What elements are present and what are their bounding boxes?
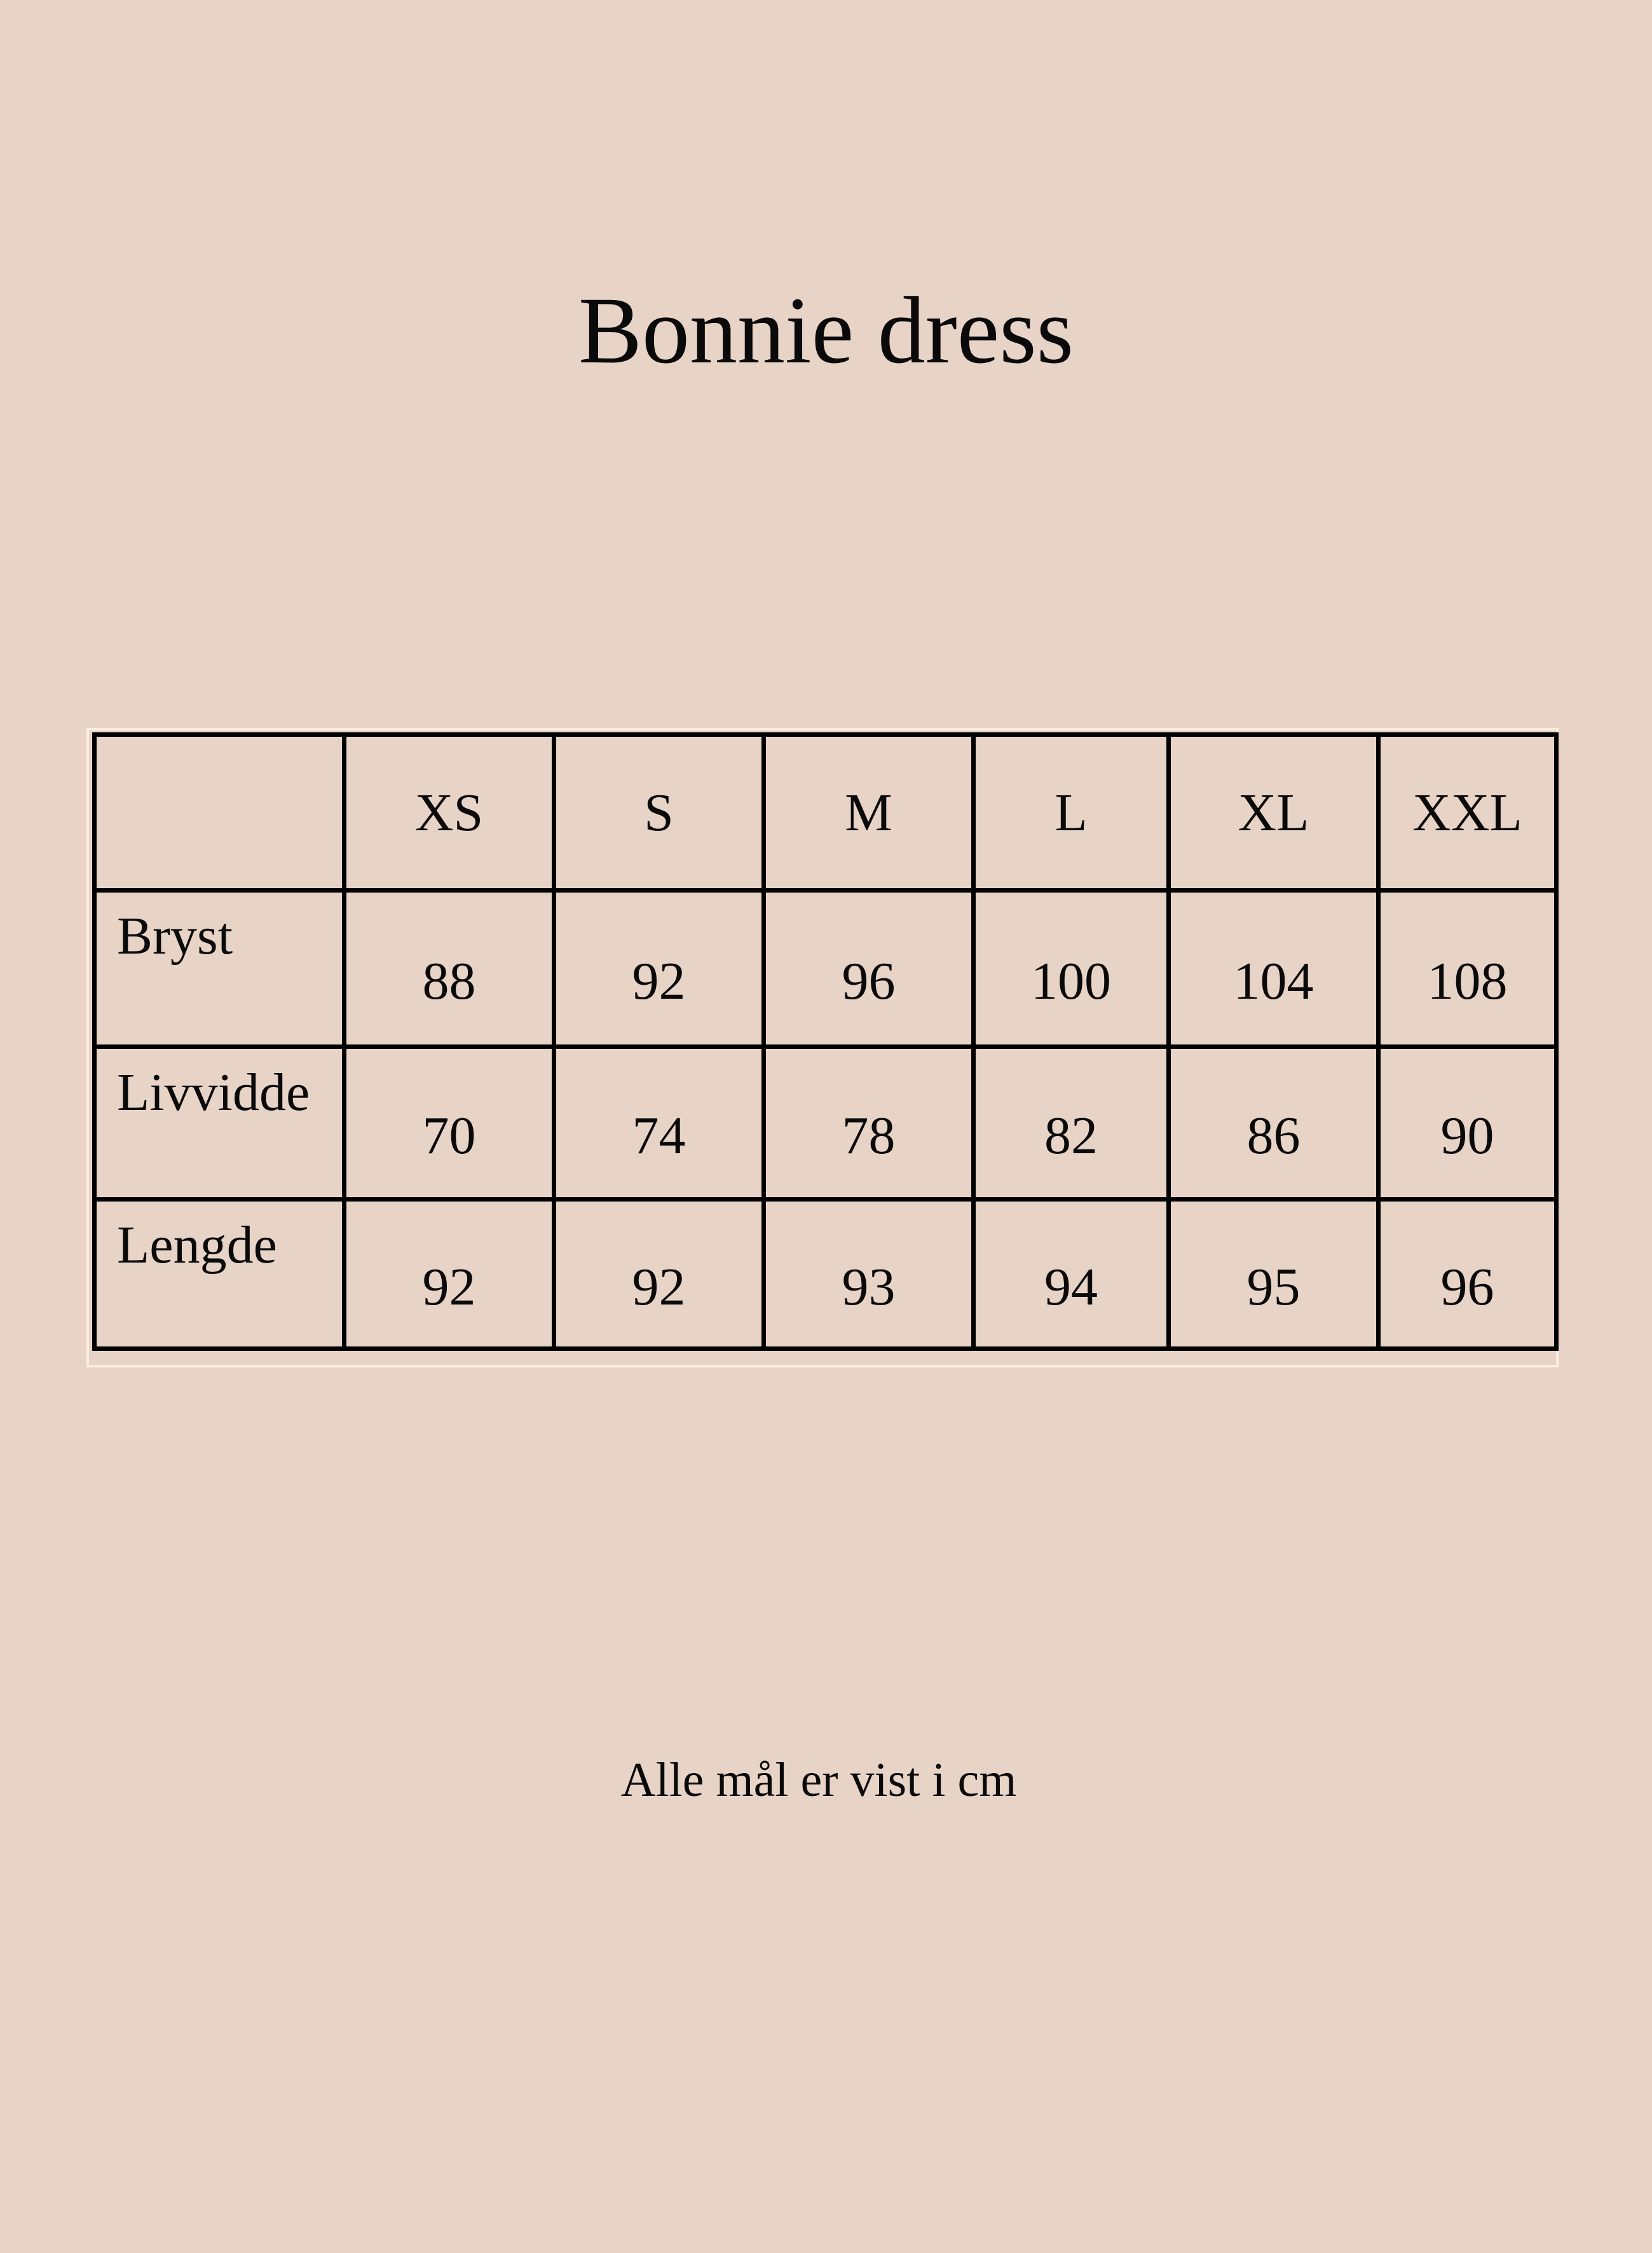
table-cell: 108: [1379, 891, 1557, 1047]
row-label: Lengde: [95, 1200, 345, 1349]
table-cell: 96: [1379, 1200, 1557, 1349]
table-cell: 70: [345, 1047, 554, 1200]
table-cell: 78: [764, 1047, 974, 1200]
header-cell: L: [974, 735, 1169, 891]
table-cell: 88: [345, 891, 554, 1047]
table-cell: 94: [974, 1200, 1169, 1349]
header-cell-empty: [95, 735, 345, 891]
table-cell: 92: [345, 1200, 554, 1349]
row-label: Bryst: [95, 891, 345, 1047]
header-cell: S: [554, 735, 764, 891]
header-cell: M: [764, 735, 974, 891]
size-chart-table: [92, 732, 1559, 1351]
table-cell: 92: [554, 891, 764, 1047]
table-cell: 86: [1169, 1047, 1379, 1200]
table-cell: 90: [1379, 1047, 1557, 1200]
row-label: Livvidde: [95, 1047, 345, 1200]
table-cell: 96: [764, 891, 974, 1047]
header-cell: XXL: [1379, 735, 1557, 891]
table-cell: 93: [764, 1200, 974, 1349]
table-cell: 95: [1169, 1200, 1379, 1349]
header-row: [95, 735, 1557, 891]
table-row: [95, 1047, 1557, 1200]
table-cell: 82: [974, 1047, 1169, 1200]
units-note: Alle mål er vist i cm: [620, 1753, 1017, 1807]
header-cell: XS: [345, 735, 554, 891]
table-cell: 92: [554, 1200, 764, 1349]
table-cell: 100: [974, 891, 1169, 1047]
page-title: Bonnie dress: [578, 278, 1074, 383]
table-row: [95, 1200, 1557, 1349]
header-cell: XL: [1169, 735, 1379, 891]
table-cell: 74: [554, 1047, 764, 1200]
table-cell: 104: [1169, 891, 1379, 1047]
table-row: [95, 891, 1557, 1047]
